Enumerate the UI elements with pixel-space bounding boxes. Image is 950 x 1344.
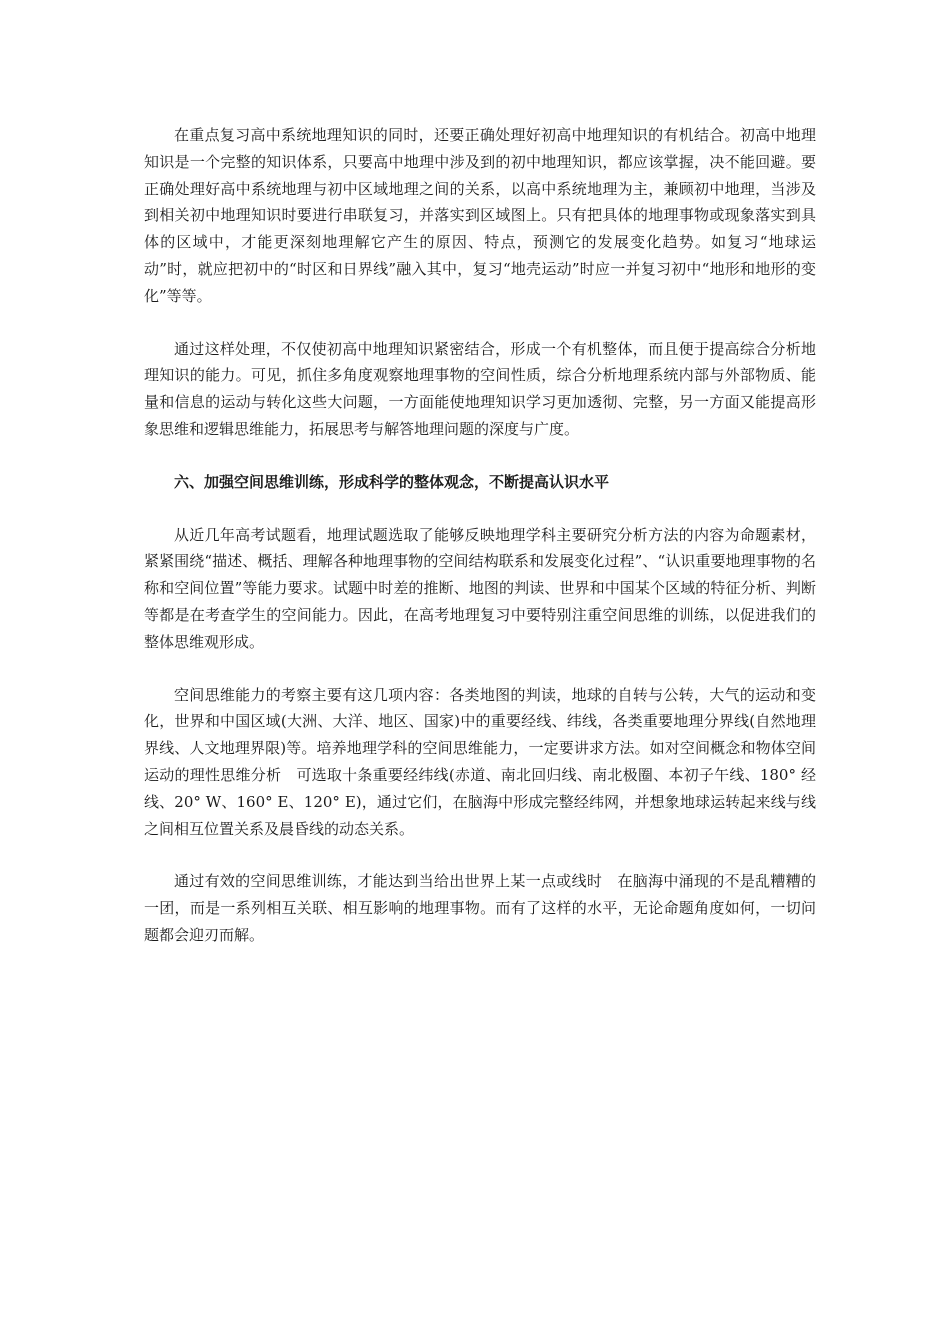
- paragraph-5: 通过有效的空间思维训练，才能达到当给出世界上某一点或线时 在脑海中涌现的不是乱糟糟的一团，而是一系列相互关联、相互影响的地理事物。而有了这样的水平，无论命题角度如何，一切问题都会迎刃而解。: [144, 872, 816, 944]
- paragraph-4: 空间思维能力的考察主要有这几项内容：各类地图的判读，地球的自转与公转，大气的运动和变化，世界和中国区域(大洲、大洋、地区、国家)中的重要经线、纬线，各类重要地理分界线(自然地理界线、人文地理界限)等。培养地理学科的空间思维能力，一定要讲求方法。如对空间概念和物体空间运动的理性思维分析 可选取十条重要经纬线(赤道、南北回归线、南北极圈、本初子午线、180° 经线、20° W、160° E、120° E)，通过它们，在脑海中形成完整经纬网，并想象地球运转起来线与线之间相互位置关系及晨昏线的动态关系。: [144, 685, 816, 838]
- document-page: [144, 122, 816, 975]
- paragraph-1: 在重点复习高中系统地理知识的同时，还要正确处理好初高中地理知识的有机结合。初高中地理知识是一个完整的知识体系，只要高中地理中涉及到的初中地理知识，都应该掌握，决不能回避。要正确处理好高中系统地理与初中区域地理之间的关系，以高中系统地理为主，兼顾初中地理，当涉及到相关初中地理知识时要进行串联复习，并落实到区域图上。只有把具体的地理事物或现象落实到具体的区域中，才能更深刻地理解它产生的原因、特点，预测它的发展变化趋势。如复习“地球运动”时，就应把初中的“时区和日界线”融入其中，复习“地壳运动”时应一并复习初中“地形和地形的变化”等等。: [144, 126, 816, 305]
- paragraph-3: 从近几年高考试题看，地理试题选取了能够反映地理学科主要研究分析方法的内容为命题素材，紧紧围绕“描述、概括、理解各种地理事物的空间结构联系和发展变化过程”、“认识重要地理事物的名称和空间位置”等能力要求。试题中时差的推断、地图的判读、世界和中国某个区域的特征分析、判断等都是在考查学生的空间能力。因此，在高考地理复习中要特别注重空间思维的训练，以促进我们的整体思维观形成。: [144, 525, 816, 651]
- section-heading: 六、加强空间思维训练，形成科学的整体观念，不断提高认识水平: [174, 472, 610, 491]
- paragraph-2: 通过这样处理，不仅使初高中地理知识紧密结合，形成一个有机整体，而且便于提高综合分析地理知识的能力。可见，抓住多角度观察地理事物的空间性质，综合分析地理系统内部与外部物质、能量和信息的运动与转化这些大问题，一方面能使地理知识学习更加透彻、完整，另一方面又能提高形象思维和逻辑思维能力，拓展思考与解答地理问题的深度与广度。: [144, 339, 816, 438]
